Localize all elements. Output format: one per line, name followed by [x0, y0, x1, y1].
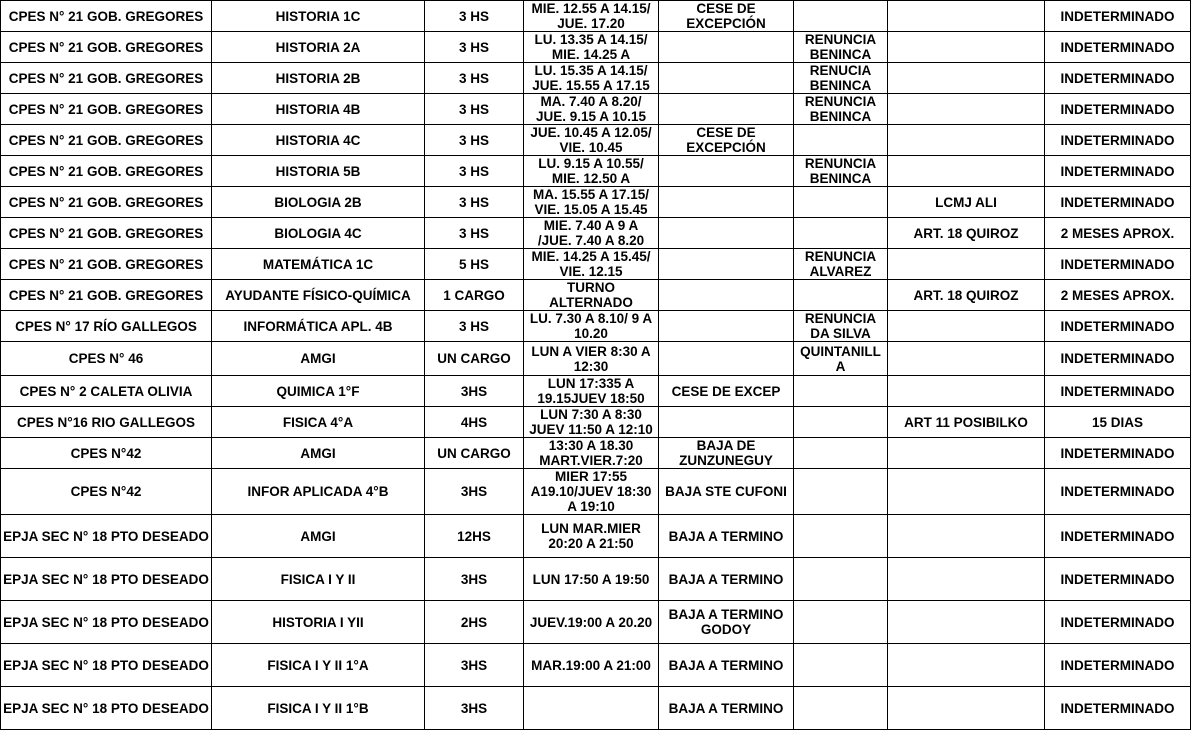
schedule-cell: MA. 15.55 A 17.15/ VIE. 15.05 A 15.45	[524, 187, 659, 218]
schedule-cell: MIE. 14.25 A 15.45/ VIE. 12.15	[524, 249, 659, 280]
subject-cell: FISICA I Y II	[212, 558, 425, 601]
reason-cell: BAJA A TERMINO	[659, 515, 794, 558]
hours-cell: 2HS	[425, 601, 524, 644]
duration-cell: INDETERMINADO	[1045, 515, 1191, 558]
hours-cell: 3 HS	[425, 156, 524, 187]
table-row	[1, 644, 1191, 687]
school-cell: CPES N° 21 GOB. GREGORES	[1, 280, 212, 311]
duration-cell: INDETERMINADO	[1045, 376, 1191, 407]
leave-cell	[888, 311, 1045, 342]
subject-cell: HISTORIA 2B	[212, 63, 425, 94]
reason-cell	[659, 32, 794, 63]
table-body	[1, 1, 1191, 730]
leave-cell	[888, 687, 1045, 730]
table-row	[1, 280, 1191, 311]
duration-cell: INDETERMINADO	[1045, 342, 1191, 376]
subject-cell: AYUDANTE FÍSICO-QUÍMICA	[212, 280, 425, 311]
table-row	[1, 558, 1191, 601]
resignation-cell	[794, 644, 888, 687]
table-row	[1, 469, 1191, 515]
subject-cell: HISTORIA 2A	[212, 32, 425, 63]
subject-cell: INFOR APLICADA 4°B	[212, 469, 425, 515]
school-cell: EPJA SEC N° 18 PTO DESEADO	[1, 558, 212, 601]
resignation-cell	[794, 515, 888, 558]
hours-cell: 3HS	[425, 558, 524, 601]
leave-cell	[888, 515, 1045, 558]
hours-cell: UN CARGO	[425, 438, 524, 469]
table-row	[1, 32, 1191, 63]
resignation-cell: RENUNCIA BENINCA	[794, 94, 888, 125]
resignation-cell: QUINTANILL A	[794, 342, 888, 376]
hours-cell: UN CARGO	[425, 342, 524, 376]
reason-cell	[659, 94, 794, 125]
leave-cell	[888, 32, 1045, 63]
reason-cell: BAJA A TERMINO GODOY	[659, 601, 794, 644]
hours-cell: 4HS	[425, 407, 524, 438]
reason-cell: BAJA DE ZUNZUNEGUY	[659, 438, 794, 469]
hours-cell: 3HS	[425, 376, 524, 407]
duration-cell: INDETERMINADO	[1045, 63, 1191, 94]
resignation-cell: RENUNCIA BENINCA	[794, 32, 888, 63]
leave-cell	[888, 156, 1045, 187]
reason-cell	[659, 311, 794, 342]
resignation-cell	[794, 125, 888, 156]
reason-cell: BAJA STE CUFONI	[659, 469, 794, 515]
duration-cell: INDETERMINADO	[1045, 32, 1191, 63]
duration-cell: INDETERMINADO	[1045, 311, 1191, 342]
school-cell: EPJA SEC N° 18 PTO DESEADO	[1, 601, 212, 644]
duration-cell: 15 DIAS	[1045, 407, 1191, 438]
schedule-cell: LUN MAR.MIER 20:20 A 21:50	[524, 515, 659, 558]
hours-cell: 3 HS	[425, 1, 524, 32]
reason-cell	[659, 280, 794, 311]
resignation-cell	[794, 601, 888, 644]
schedule-cell: LUN 17:335 A 19.15JUEV 18:50	[524, 376, 659, 407]
schedule-cell: LU. 9.15 A 10.55/ MIE. 12.50 A	[524, 156, 659, 187]
hours-cell: 12HS	[425, 515, 524, 558]
hours-cell: 1 CARGO	[425, 280, 524, 311]
duration-cell: INDETERMINADO	[1045, 156, 1191, 187]
schedule-cell: LUN 17:50 A 19:50	[524, 558, 659, 601]
duration-cell: INDETERMINADO	[1045, 438, 1191, 469]
table-row	[1, 249, 1191, 280]
subject-cell: BIOLOGIA 4C	[212, 218, 425, 249]
school-cell: CPES N° 2 CALETA OLIVIA	[1, 376, 212, 407]
resignation-cell	[794, 1, 888, 32]
school-cell: EPJA SEC N° 18 PTO DESEADO	[1, 644, 212, 687]
schedule-cell: JUE. 10.45 A 12.05/ VIE. 10.45	[524, 125, 659, 156]
reason-cell: CESE DE EXCEPCIÓN	[659, 125, 794, 156]
table-row	[1, 156, 1191, 187]
schedule-cell	[524, 687, 659, 730]
table-row	[1, 125, 1191, 156]
table-row	[1, 63, 1191, 94]
reason-cell	[659, 407, 794, 438]
subject-cell: BIOLOGIA 2B	[212, 187, 425, 218]
leave-cell	[888, 376, 1045, 407]
schedule-cell: LUN A VIER 8:30 A 12:30	[524, 342, 659, 376]
resignation-cell: RENUCIA BENINCA	[794, 63, 888, 94]
schedule-cell: MAR.19:00 A 21:00	[524, 644, 659, 687]
school-cell: EPJA SEC N° 18 PTO DESEADO	[1, 687, 212, 730]
duration-cell: INDETERMINADO	[1045, 558, 1191, 601]
subject-cell: MATEMÁTICA 1C	[212, 249, 425, 280]
resignation-cell	[794, 438, 888, 469]
subject-cell: AMGI	[212, 515, 425, 558]
reason-cell	[659, 187, 794, 218]
leave-cell	[888, 601, 1045, 644]
resignation-cell	[794, 469, 888, 515]
hours-cell: 3 HS	[425, 32, 524, 63]
duration-cell: INDETERMINADO	[1045, 687, 1191, 730]
schedule-cell: LUN 7:30 A 8:30 JUEV 11:50 A 12:10	[524, 407, 659, 438]
school-cell: CPES N° 21 GOB. GREGORES	[1, 187, 212, 218]
subject-cell: FISICA I Y II 1°B	[212, 687, 425, 730]
leave-cell: ART. 18 QUIROZ	[888, 280, 1045, 311]
resignation-cell	[794, 187, 888, 218]
schedule-cell: MIER 17:55 A19.10/JUEV 18:30 A 19:10	[524, 469, 659, 515]
resignation-cell: RENUNCIA ALVAREZ	[794, 249, 888, 280]
subject-cell: INFORMÁTICA APL. 4B	[212, 311, 425, 342]
school-cell: CPES N° 21 GOB. GREGORES	[1, 63, 212, 94]
hours-cell: 3 HS	[425, 63, 524, 94]
schedule-cell: 13:30 A 18.30 MART.VIER.7:20	[524, 438, 659, 469]
reason-cell	[659, 218, 794, 249]
table-row	[1, 311, 1191, 342]
table-row	[1, 218, 1191, 249]
schedule-cell: LU. 13.35 A 14.15/ MIE. 14.25 A	[524, 32, 659, 63]
duration-cell: INDETERMINADO	[1045, 249, 1191, 280]
school-cell: CPES N°42	[1, 438, 212, 469]
reason-cell: BAJA A TERMINO	[659, 558, 794, 601]
reason-cell: CESE DE EXCEP	[659, 376, 794, 407]
duration-cell: INDETERMINADO	[1045, 1, 1191, 32]
reason-cell: CESE DE EXCEPCIÓN	[659, 1, 794, 32]
subject-cell: AMGI	[212, 438, 425, 469]
duration-cell: INDETERMINADO	[1045, 601, 1191, 644]
reason-cell: BAJA A TERMINO	[659, 644, 794, 687]
subject-cell: HISTORIA 5B	[212, 156, 425, 187]
reason-cell	[659, 156, 794, 187]
leave-cell	[888, 63, 1045, 94]
table-row	[1, 94, 1191, 125]
schedule-cell: MIE. 7.40 A 9 A /JUE. 7.40 A 8.20	[524, 218, 659, 249]
subject-cell: FISICA 4°A	[212, 407, 425, 438]
table-row	[1, 515, 1191, 558]
reason-cell	[659, 342, 794, 376]
school-cell: CPES N° 21 GOB. GREGORES	[1, 218, 212, 249]
hours-cell: 3HS	[425, 469, 524, 515]
reason-cell	[659, 63, 794, 94]
leave-cell	[888, 644, 1045, 687]
table-row	[1, 601, 1191, 644]
duration-cell: INDETERMINADO	[1045, 94, 1191, 125]
duration-cell: INDETERMINADO	[1045, 187, 1191, 218]
school-cell: CPES N° 21 GOB. GREGORES	[1, 94, 212, 125]
leave-cell	[888, 125, 1045, 156]
table-row	[1, 1, 1191, 32]
reason-cell: BAJA A TERMINO	[659, 687, 794, 730]
subject-cell: HISTORIA I YII	[212, 601, 425, 644]
leave-cell	[888, 438, 1045, 469]
resignation-cell	[794, 687, 888, 730]
resignation-cell	[794, 407, 888, 438]
leave-cell: ART 11 POSIBILKO	[888, 407, 1045, 438]
resignation-cell	[794, 218, 888, 249]
duration-cell: INDETERMINADO	[1045, 644, 1191, 687]
hours-cell: 3 HS	[425, 311, 524, 342]
leave-cell	[888, 1, 1045, 32]
reason-cell	[659, 249, 794, 280]
hours-cell: 3 HS	[425, 218, 524, 249]
school-cell: CPES N° 17 RÍO GALLEGOS	[1, 311, 212, 342]
school-cell: CPES N° 46	[1, 342, 212, 376]
subject-cell: HISTORIA 1C	[212, 1, 425, 32]
duration-cell: 2 MESES APROX.	[1045, 280, 1191, 311]
duration-cell: 2 MESES APROX.	[1045, 218, 1191, 249]
schedule-cell: MA. 7.40 A 8.20/ JUE. 9.15 A 10.15	[524, 94, 659, 125]
subject-cell: QUIMICA 1°F	[212, 376, 425, 407]
leave-cell	[888, 342, 1045, 376]
table-row	[1, 376, 1191, 407]
leave-cell	[888, 94, 1045, 125]
school-cell: CPES N° 21 GOB. GREGORES	[1, 125, 212, 156]
hours-cell: 3HS	[425, 644, 524, 687]
table-row	[1, 342, 1191, 376]
resignation-cell: RENUNCIA BENINCA	[794, 156, 888, 187]
leave-cell	[888, 558, 1045, 601]
leave-cell: ART. 18 QUIROZ	[888, 218, 1045, 249]
resignation-cell: RENUNCIA DA SILVA	[794, 311, 888, 342]
hours-cell: 3 HS	[425, 94, 524, 125]
table-row	[1, 407, 1191, 438]
duration-cell: INDETERMINADO	[1045, 125, 1191, 156]
hours-cell: 3 HS	[425, 125, 524, 156]
schedule-cell: JUEV.19:00 A 20.20	[524, 601, 659, 644]
schedule-cell: LU. 15.35 A 14.15/ JUE. 15.55 A 17.15	[524, 63, 659, 94]
resignation-cell	[794, 558, 888, 601]
hours-cell: 5 HS	[425, 249, 524, 280]
subject-cell: AMGI	[212, 342, 425, 376]
leave-cell: LCMJ ALI	[888, 187, 1045, 218]
schedule-cell: LU. 7.30 A 8.10/ 9 A 10.20	[524, 311, 659, 342]
table-row	[1, 187, 1191, 218]
table-row	[1, 687, 1191, 730]
resignation-cell	[794, 280, 888, 311]
hours-cell: 3 HS	[425, 187, 524, 218]
table-row	[1, 438, 1191, 469]
school-cell: CPES N° 21 GOB. GREGORES	[1, 249, 212, 280]
resignation-cell	[794, 376, 888, 407]
school-cell: EPJA SEC N° 18 PTO DESEADO	[1, 515, 212, 558]
subject-cell: HISTORIA 4C	[212, 125, 425, 156]
school-cell: CPES N°42	[1, 469, 212, 515]
schedule-cell: MIE. 12.55 A 14.15/ JUE. 17.20	[524, 1, 659, 32]
school-cell: CPES N° 21 GOB. GREGORES	[1, 32, 212, 63]
schedule-cell: TURNO ALTERNADO	[524, 280, 659, 311]
hours-cell: 3HS	[425, 687, 524, 730]
school-cell: CPES N°16 RIO GALLEGOS	[1, 407, 212, 438]
leave-cell	[888, 249, 1045, 280]
duration-cell: INDETERMINADO	[1045, 469, 1191, 515]
subject-cell: HISTORIA 4B	[212, 94, 425, 125]
leave-cell	[888, 469, 1045, 515]
school-cell: CPES N° 21 GOB. GREGORES	[1, 1, 212, 32]
subject-cell: FISICA I Y II 1°A	[212, 644, 425, 687]
school-cell: CPES N° 21 GOB. GREGORES	[1, 156, 212, 187]
